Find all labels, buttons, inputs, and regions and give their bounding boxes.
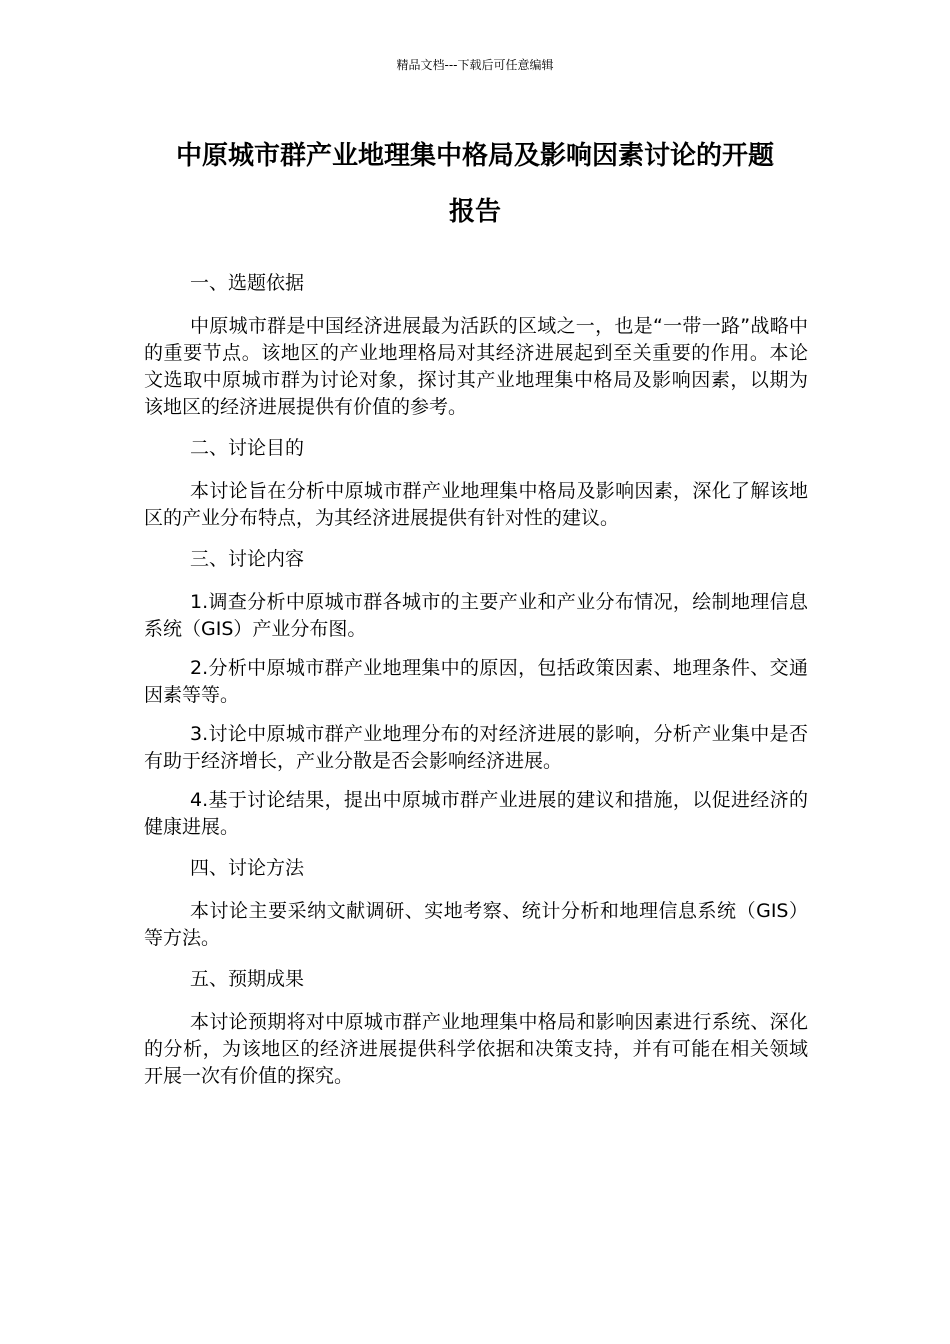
list-item: 1.调查分析中原城市群各城市的主要产业和产业分布情况，绘制地理信息系统（GIS）产业分布图。 [144, 591, 808, 640]
document-title-line-2: 报告 [448, 197, 501, 227]
section-research-content [144, 544, 808, 841]
paragraph: 中原城市群是中国经济进展最为活跃的区域之一，也是“一带一路”战略中的重要节点。该地区的产业地理格局对其经济进展起到至关重要的作用。本论文选取中原城市群为讨论对象，探讨其产业地理集中格局及影响因素，以期为该地区的经济进展提供有价值的参考。 [144, 315, 808, 418]
list-item: 4.基于讨论结果，提出中原城市群产业进展的建议和措施，以促进经济的健康进展。 [144, 789, 808, 838]
paragraph: 本讨论旨在分析中原城市群产业地理集中格局及影响因素，深化了解该地区的产业分布特点，为其经济进展提供有针对性的建议。 [144, 480, 808, 529]
list-item: 2.分析中原城市群产业地理集中的原因，包括政策因素、地理条件、交通因素等等。 [144, 657, 808, 706]
section-heading: 一、选题依据 [190, 272, 305, 294]
paragraph: 本讨论主要采纳文献调研、实地考察、统计分析和地理信息系统（GIS）等方法。 [144, 900, 808, 949]
list-item: 3.讨论中原城市群产业地理分布的对经济进展的影响，分析产业集中是否有助于经济增长，产业分散是否会影响经济进展。 [144, 723, 808, 772]
document-title-line-1: 中原城市群产业地理集中格局及影响因素讨论的开题 [175, 141, 774, 171]
section-research-methods [144, 853, 808, 952]
section-research-purpose [144, 433, 808, 532]
page-header: 精品文档---下载后可任意编辑 [396, 58, 554, 72]
section-selection-basis [144, 268, 808, 421]
section-heading: 二、讨论目的 [190, 437, 305, 459]
paragraph: 本讨论预期将对中原城市群产业地理集中格局和影响因素进行系统、深化的分析，为该地区的经济进展提供科学依据和决策支持，并有可能在相关领域开展一次有价值的探究。 [144, 1011, 808, 1087]
section-expected-results [144, 964, 808, 1090]
section-heading: 三、讨论内容 [190, 548, 305, 570]
document-title [120, 128, 830, 240]
document-body [144, 268, 808, 1102]
section-heading: 四、讨论方法 [190, 857, 305, 879]
section-heading: 五、预期成果 [190, 968, 305, 990]
